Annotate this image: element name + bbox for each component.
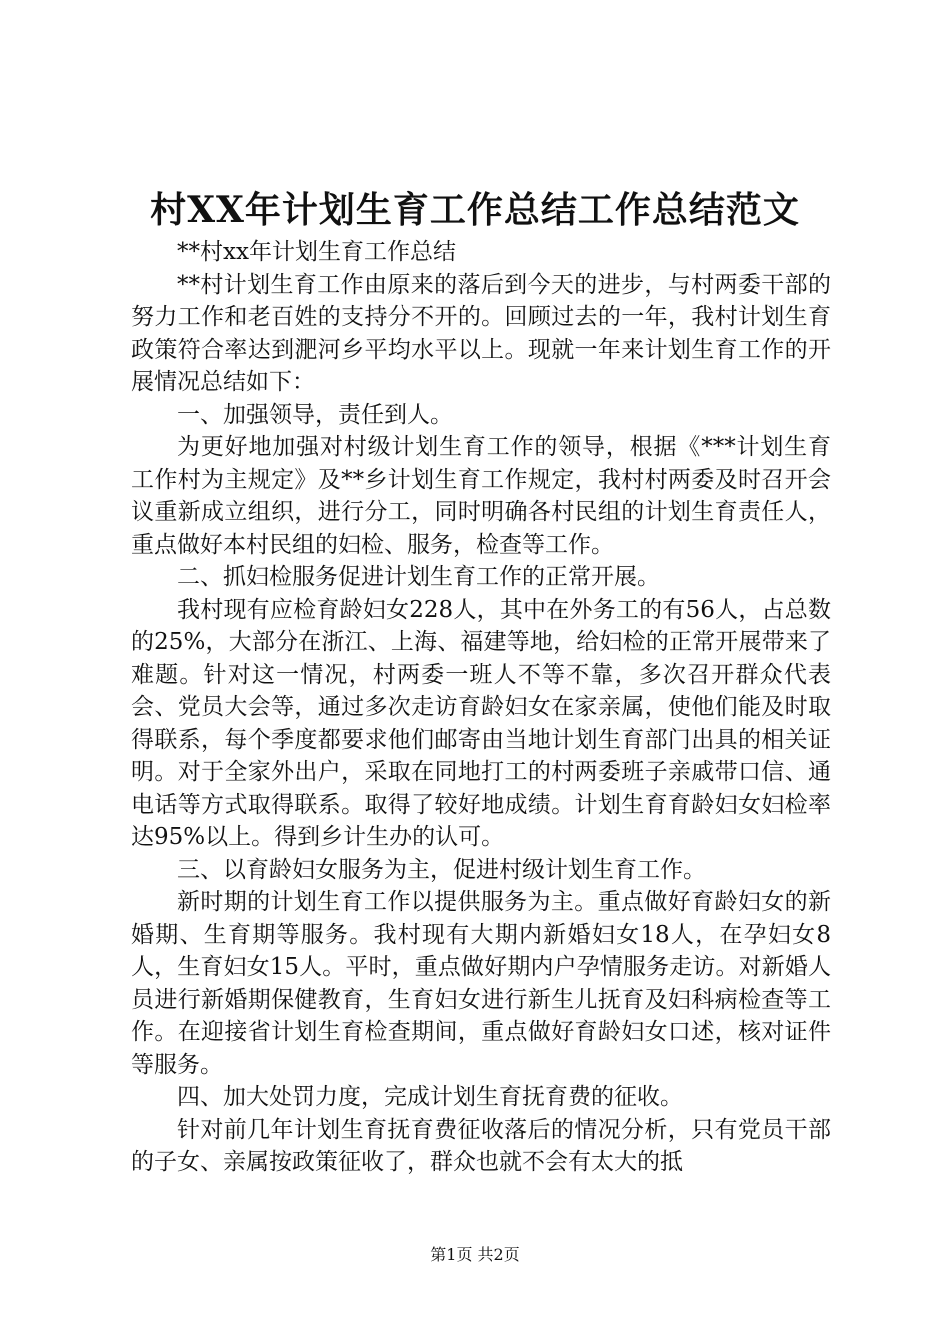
document-title: 村XX年计划生育工作总结工作总结范文 [150,189,800,231]
section-heading-1: 一、加强领导，责任到人。 [177,401,453,428]
paragraph-section-1: 为更好地加强对村级计划生育工作的领导，根据《***计划生育工作村为主规定》及**乡计划生育工作规定，我村村两委及时召开会议重新成立组织，进行分工，同时明确各村民组的计划生育责任人，重点做好本村民组的妇检、服务，检查等工作。 [131,434,831,558]
section-heading-4: 四、加大处罚力度，完成计划生育抚育费的征收。 [177,1084,683,1110]
section-heading-3: 三、以育龄妇女服务为主，促进村级计划生育工作。 [177,856,706,883]
paragraph-subtitle: **村xx年计划生育工作总结 [177,239,456,265]
paragraph-intro: **村计划生育工作由原来的落后到今天的进步，与村两委干部的努力工作和老百姓的支持分不开的。回顾过去的一年，我村计划生育政策符合率达到淝河乡平均水平以上。现就一年来计划生育工作的开展情况总结如下： [131,271,831,395]
paragraph-section-3: 新时期的计划生育工作以提供服务为主。重点做好育龄妇女的新婚期、生育期等服务。我村现有大期内新婚妇女18人，在孕妇女8人，生育妇女15人。平时，重点做好期内户孕情服务走访。对新婚人员进行新婚期保健教育，生育妇女进行新生儿抚育及妇科病检查等工作。在迎接省计划生育检查期间，重点做好育龄妇女口述，核对证件等服务。 [131,889,831,1078]
page-number-footer: 第1页 共2页 [430,1245,520,1264]
section-heading-2: 二、抓妇检服务促进计划生育工作的正常开展。 [177,564,660,590]
document-body [131,236,831,1179]
paragraph-section-4: 针对前几年计划生育抚育费征收落后的情况分析，只有党员干部的子女、亲属按政策征收了，群众也就不会有太大的抵 [131,1116,831,1175]
paragraph-section-2: 我村现有应检育龄妇女228人，其中在外务工的有56人，占总数的25%，大部分在浙江、上海、福建等地，给妇检的正常开展带来了难题。针对这一情况，村两委一班人不等不靠，多次召开群众代表会、党员大会等，通过多次走访育龄妇女在家亲属，使他们能及时取得联系，每个季度都要求他们邮寄由当地计划生育部门出具的相关证明。对于全家外出户，采取在同地打工的村两委班子亲戚带口信、通电话等方式取得联系。取得了较好地成绩。计划生育育龄妇女妇检率达95%以上。得到乡计生办的认可。 [131,596,831,850]
